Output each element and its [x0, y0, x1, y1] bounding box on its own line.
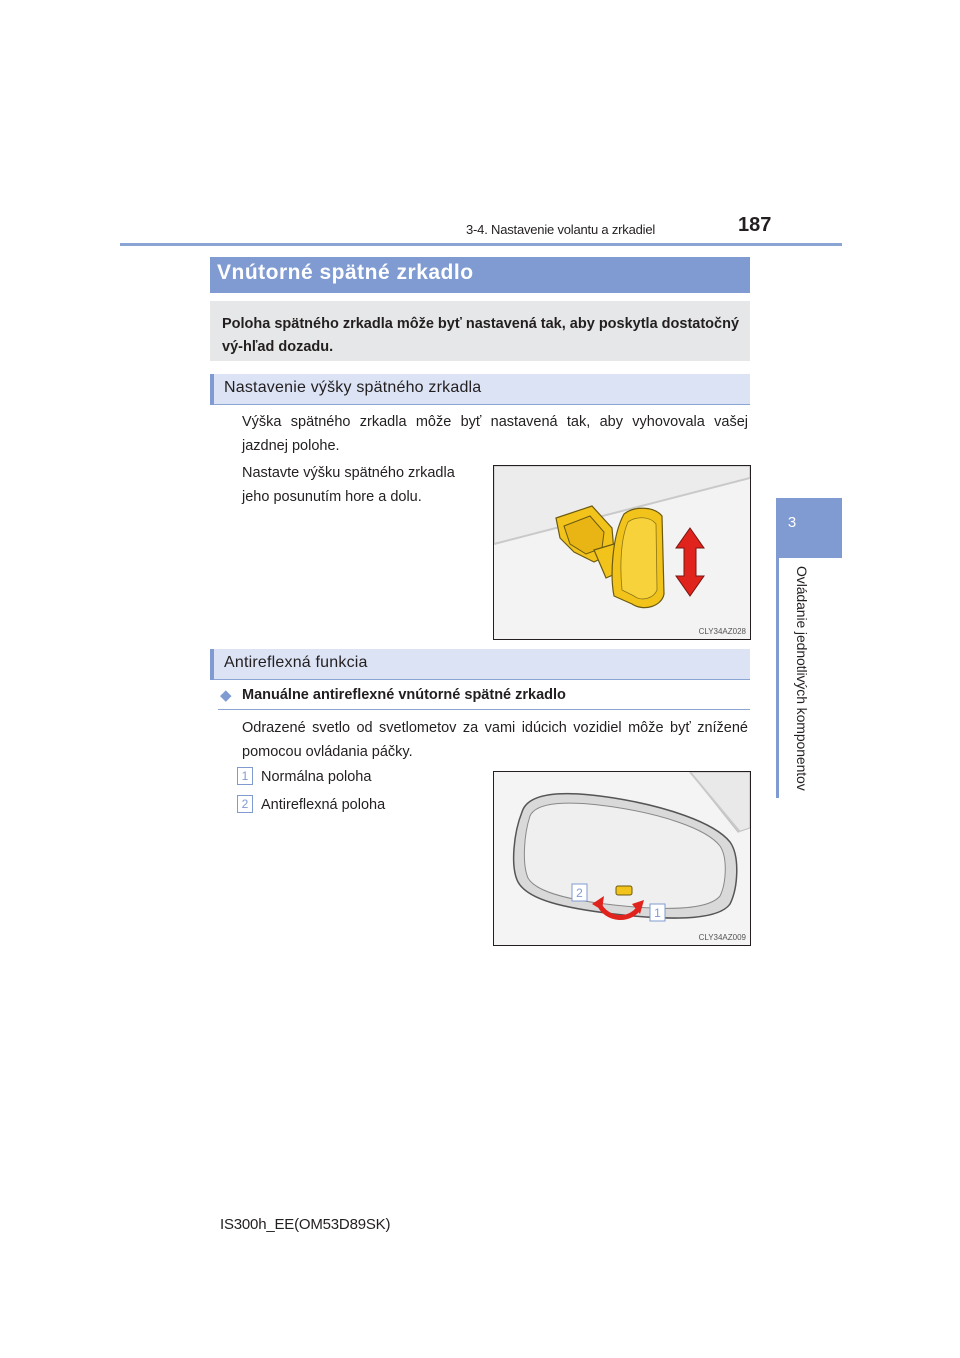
chapter-label: Ovládanie jednotlivých komponentov [794, 566, 810, 791]
footer-model-code: IS300h_EE(OM53D89SK) [220, 1216, 391, 1233]
header-section-title: 3-4. Nastavenie volantu a zrkadiel [466, 222, 656, 237]
height-instruction: Nastavte výšku spätného zrkadla jeho posunutím hore a dolu. [242, 465, 455, 505]
chapter-rule [776, 558, 779, 798]
subheading-height: Nastavenie výšky spätného zrkadla [224, 379, 482, 396]
item-label-2: Antireflexná poloha [261, 797, 386, 813]
item-number-2: 2 [237, 795, 253, 813]
antiglare-mirror-illustration [493, 771, 751, 946]
antiglare-paragraph: Odrazené svetlo od svetlometov za vami idúcich vozidiel môže byť znížené pomocou ovládania páčky. [242, 720, 748, 760]
subheading-edge-height [210, 374, 214, 405]
mirror-height-drawing [494, 466, 750, 639]
illustration-label-1: 1 [654, 906, 661, 920]
illustration-label-2: 2 [576, 886, 583, 900]
intro-box [210, 301, 750, 361]
antiglare-mirror-drawing [494, 772, 750, 945]
bullet-rule [218, 709, 750, 710]
antiglare-bullet-title: Manuálne antireflexné vnútorné spätné zrkadlo [242, 687, 566, 703]
height-paragraph: Výška spätného zrkadla môže byť nastavená tak, aby vyhovovala vašej jazdnej polohe. [242, 414, 748, 454]
subheading-edge-antiglare [210, 649, 214, 680]
diamond-bullet-icon: ◆ [220, 687, 232, 704]
subheading-antiglare: Antireflexná funkcia [224, 654, 368, 671]
page-number: 187 [738, 214, 772, 236]
item-label-1: Normálna poloha [261, 769, 372, 785]
image-code-antiglare: CLY34AZ009 [698, 933, 746, 942]
chapter-number: 3 [787, 514, 797, 531]
image-code-height: CLY34AZ028 [698, 627, 746, 636]
mirror-height-illustration [493, 465, 751, 640]
page-title: Vnútorné spätné zrkadlo [217, 261, 474, 284]
intro-text: Poloha spätného zrkadla môže byť nastavená tak, aby poskytla dostatočný vý-hľad dozadu. [222, 316, 740, 355]
header-rule [120, 243, 842, 246]
item-number-1: 1 [237, 767, 253, 785]
